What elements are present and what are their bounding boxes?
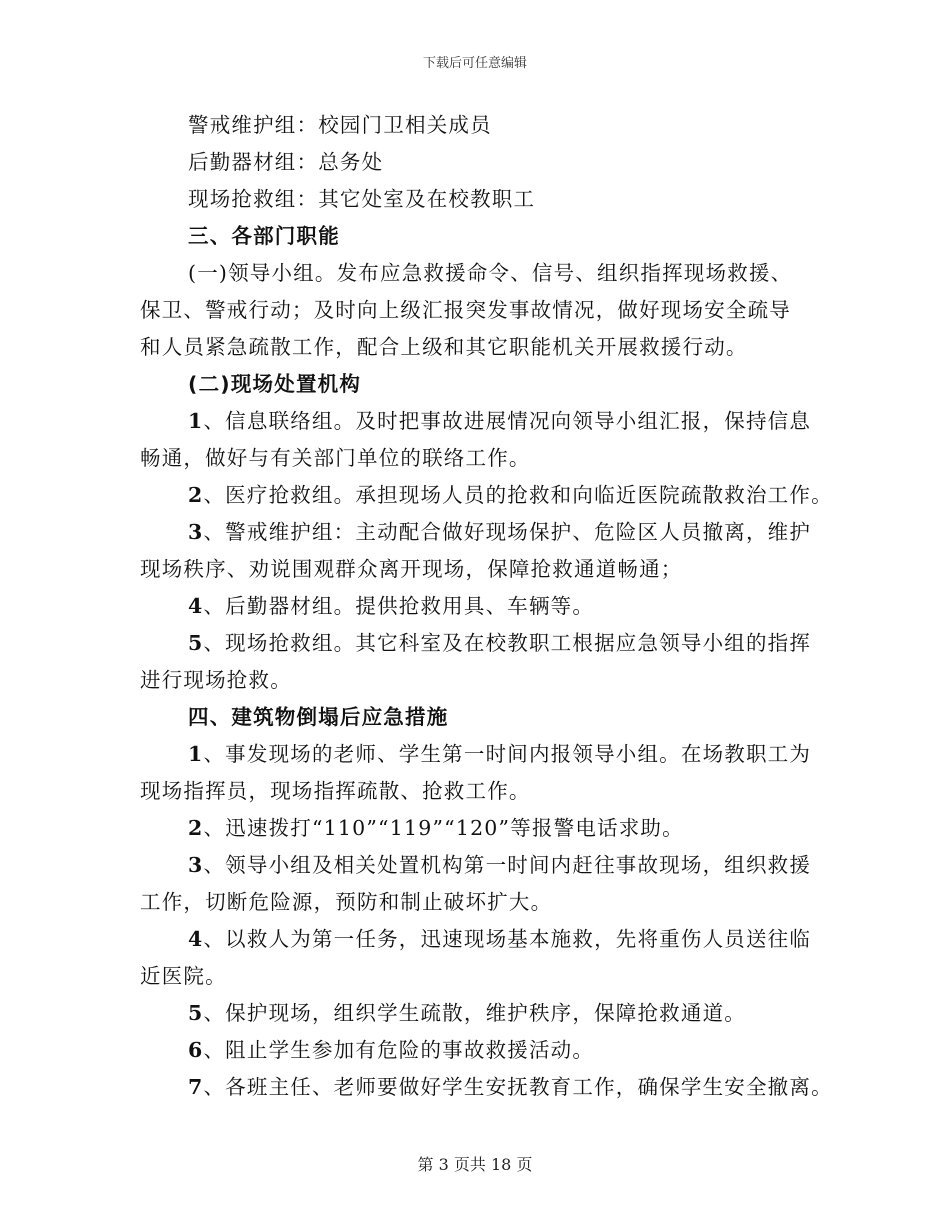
item-text: 、迅速拨打“110”“119”“120”等报警电话求助。 — [203, 816, 684, 840]
item-number: 4 — [188, 927, 204, 951]
paragraph-line: (一)领导小组。发布应急救援命令、信号、组织指挥现场救援、 — [188, 261, 793, 285]
item-number: 6 — [188, 1038, 204, 1062]
item-text: 、后勤器材组。提供抢救用具、车辆等。 — [203, 594, 595, 618]
list-item — [188, 1031, 594, 1069]
list-item — [188, 920, 811, 958]
list-item — [188, 994, 746, 1032]
section-heading: 四、建筑物倒塌后应急措施 — [188, 705, 449, 729]
list-item — [188, 809, 684, 847]
item-number: 2 — [188, 483, 204, 507]
item-text: 、现场抢救组。其它科室及在校教职工根据应急领导小组的指挥 — [203, 631, 812, 655]
item-number: 5 — [188, 1001, 204, 1025]
paragraph-line: 畅通，做好与有关部门单位的联络工作。 — [140, 446, 531, 470]
page-header: 下载后可任意编辑 — [422, 56, 527, 71]
item-number: 3 — [188, 853, 204, 877]
item-text: 、医疗抢救组。承担现场人员的抢救和向临近医院疏散救治工作。 — [203, 483, 833, 507]
item-text: 、各班主任、老师要做好学生安抚教育工作，确保学生安全撤离。 — [203, 1075, 833, 1099]
item-number: 4 — [188, 594, 204, 618]
item-number: 1 — [188, 742, 204, 766]
list-item — [188, 735, 811, 773]
paragraph-line: 进行现场抢救。 — [140, 668, 292, 692]
subsection-heading: (二)现场处置机构 — [188, 372, 362, 396]
paragraph-line: 现场指挥员，现场指挥疏散、抢救工作。 — [140, 779, 531, 803]
list-item — [188, 513, 811, 551]
item-text: 、警戒维护组：主动配合做好现场保护、危险区人员撤离，维护 — [203, 520, 812, 544]
item-text: 、领导小组及相关处置机构第一时间内赶往事故现场，组织救援 — [203, 853, 812, 877]
item-text: 、保护现场，组织学生疏散，维护秩序，保障抢救通道。 — [203, 1001, 746, 1025]
paragraph-line: 后勤器材组：总务处 — [188, 150, 384, 174]
paragraph-line: 近医院。 — [140, 964, 227, 988]
list-item — [188, 476, 833, 514]
list-item — [188, 402, 811, 440]
item-text: 、信息联络组。及时把事故进展情况向领导小组汇报，保持信息 — [203, 409, 812, 433]
item-number: 5 — [188, 631, 204, 655]
paragraph-line: 和人员紧急疏散工作，配合上级和其它职能机关开展救援行动。 — [140, 335, 748, 359]
item-number: 2 — [188, 816, 204, 840]
list-item — [188, 846, 811, 884]
paragraph-line: 保卫、警戒行动；及时向上级汇报突发事故情况，做好现场安全疏导 — [140, 298, 791, 322]
list-item — [188, 1068, 833, 1106]
item-number: 3 — [188, 520, 204, 544]
paragraph-line: 现场抢救组：其它处室及在校教职工 — [188, 187, 536, 211]
list-item — [188, 624, 811, 662]
item-text: 、事发现场的老师、学生第一时间内报领导小组。在场教职工为 — [203, 742, 812, 766]
item-number: 7 — [188, 1075, 204, 1099]
page-footer: 第 3 页共 18 页 — [417, 1155, 533, 1174]
section-heading: 三、各部门职能 — [188, 224, 340, 248]
paragraph-line: 警戒维护组：校园门卫相关成员 — [188, 113, 492, 137]
list-item — [188, 587, 594, 625]
paragraph-line: 现场秩序、劝说围观群众离开现场，保障抢救通道畅通； — [140, 557, 683, 581]
item-text: 、以救人为第一任务，迅速现场基本施救，先将重伤人员送往临 — [203, 927, 812, 951]
item-text: 、阻止学生参加有危险的事故救援活动。 — [203, 1038, 595, 1062]
item-number: 1 — [188, 409, 204, 433]
paragraph-line: 工作，切断危险源，预防和制止破坏扩大。 — [140, 890, 553, 914]
